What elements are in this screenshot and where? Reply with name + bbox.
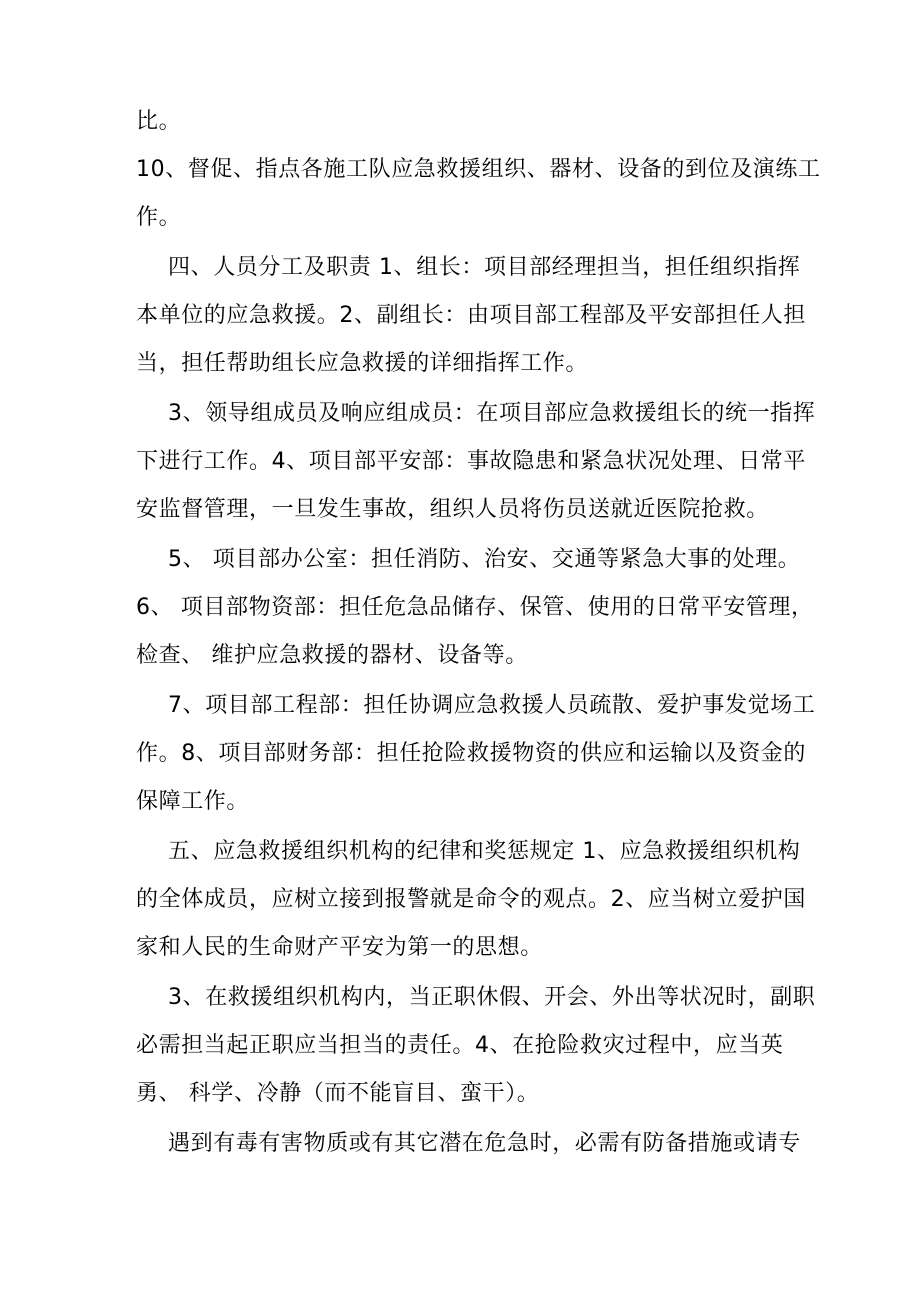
paragraph-first-line: 遇到有毒有害物质或有其它潜在危急时，必需有防备措施或请专: [168, 1131, 801, 1156]
text-line: 保障工作。: [136, 789, 250, 814]
text-line: 必需担当起正职应当担当的责任。4、在抢险救灾过程中，应当英: [136, 1033, 784, 1058]
text-line: 勇、 科学、冷静（而不能盲目、蛮干）。: [136, 1081, 540, 1106]
text-line: 家和人民的生命财产平安为第一的思想。: [136, 935, 543, 960]
text-line: 6、 项目部物资部：担任危急品储存、保管、使用的日常平安管理，: [136, 595, 814, 620]
paragraph-first-line: 3、在救援组织机构内，当正职休假、开会、外出等状况时，副职: [168, 985, 816, 1010]
paragraph-first-line: 五、应急救援组织机构的纪律和奖惩规定 1、应急救援组织机构: [168, 839, 801, 864]
text-line: 当，担任帮助组长应急救援的详细指挥工作。: [136, 351, 589, 376]
text-line: 本单位的应急救援。2、副组长：由项目部工程部及平安部担任人担: [136, 303, 806, 328]
text-line: 下进行工作。4、项目部平安部：事故隐患和紧急状况处理、日常平: [136, 449, 806, 474]
paragraph-first-line: 3、领导组成员及响应组成员：在项目部应急救援组长的统一指挥: [168, 401, 816, 426]
text-line: 作。8、项目部财务部：担任抢险救援物资的供应和运输以及资金的: [136, 741, 806, 766]
paragraph-first-line: 5、 项目部办公室：担任消防、治安、交通等紧急大事的处理。: [168, 547, 801, 572]
text-line: 检查、 维护应急救援的器材、设备等。: [136, 643, 528, 668]
text-line: 的全体成员，应树立接到报警就是命令的观点。2、应当树立爱护国: [136, 887, 806, 912]
text-line: 比。: [136, 109, 182, 134]
paragraph-first-line: 四、人员分工及职责 1、组长：项目部经理担当，担任组织指挥: [168, 255, 801, 280]
paragraph-first-line: 7、项目部工程部：担任协调应急救援人员疏散、爱护事发觉场工: [168, 693, 816, 718]
text-line: 安监督管理，一旦发生事故，组织人员将伤员送就近医院抢救。: [136, 497, 769, 522]
text-line: 作。: [136, 205, 182, 230]
text-line: 10、督促、指点各施工队应急救援组织、器材、设备的到位及演练工: [136, 157, 821, 182]
